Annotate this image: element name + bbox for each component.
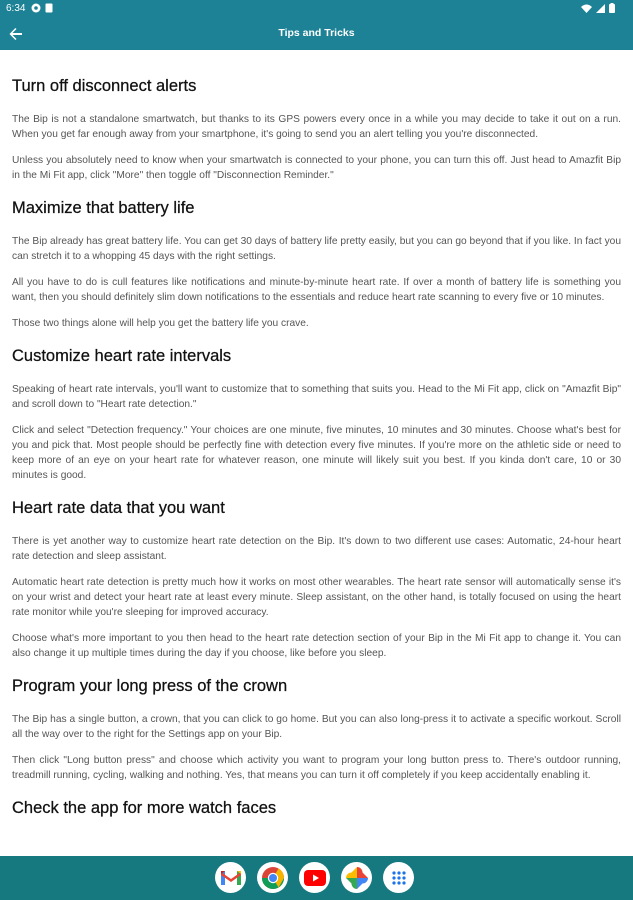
gmail-app[interactable] — [215, 862, 246, 893]
page-title: Tips and Tricks — [278, 27, 355, 39]
section-paragraph: Unless you absolutely need to know when your smartwatch is connected to your phone, you can turn this off. Just head to Amazfit Bip in the Mi Fit app, click "More" then toggle off "Disconnection Reminder." — [12, 155, 621, 181]
wifi-icon — [581, 4, 592, 13]
app-bar — [0, 17, 633, 50]
app-drawer[interactable] — [383, 862, 414, 893]
photos-app[interactable] — [341, 862, 372, 893]
youtube-app[interactable] — [299, 862, 330, 893]
photos-icon — [346, 867, 368, 889]
section-paragraph: Automatic heart rate detection is pretty much how it works on most other wearables. The heart rate sensor will automatically sense it's on your wrist and detect your heart rate at least every minute. Sleep assistant, on the other hand, is totally focused on using the heart rate monitor while you're sleeping for improved accuracy. — [12, 577, 621, 618]
gmail-icon — [221, 870, 241, 886]
section-paragraph: There is yet another way to customize heart rate detection on the Bip. It's down to two different use cases: Automatic, 24-hour heart rate detection and sleep assistant. — [12, 536, 621, 562]
section-heading: Check the app for more watch faces — [12, 799, 277, 817]
article-scroll-area[interactable] — [0, 50, 633, 856]
section-heading: Program your long press of the crown — [12, 677, 288, 695]
battery-icon — [609, 3, 615, 13]
article — [0, 50, 633, 819]
section-paragraph: Those two things alone will help you get the battery life you crave. — [12, 318, 309, 329]
section-heading: Turn off disconnect alerts — [12, 77, 197, 95]
app-drawer-icon — [392, 871, 406, 885]
app-dock — [215, 862, 414, 893]
chrome-app[interactable] — [257, 862, 288, 893]
section-heading: Customize heart rate intervals — [12, 347, 232, 365]
chrome-icon — [261, 866, 285, 890]
section-paragraph: The Bip is not a standalone smartwatch, but thanks to its GPS powers every once in a while you may decide to take it out on a run. When you get far enough away from your smartphone, it's going to send you an alert telling you you're disconnected. — [12, 114, 621, 140]
section-paragraph: Choose what's more important to you then head to the heart rate detection section of your Bip in the Mi Fit app to change it. You can also change it up multiple times during the day if you choose, like before you sleep. — [12, 633, 621, 659]
section-heading: Maximize that battery life — [12, 199, 195, 217]
notification-icon — [45, 3, 53, 13]
status-bar — [0, 0, 633, 17]
youtube-icon — [304, 870, 326, 886]
signal-circle-icon — [31, 3, 41, 13]
signal-icon — [596, 4, 605, 13]
status-time: 6:34 — [6, 3, 26, 14]
navigation-bar — [0, 856, 633, 900]
section-heading: Heart rate data that you want — [12, 499, 225, 517]
section-paragraph: Speaking of heart rate intervals, you'll want to customize that to something that suits you. Head to the Mi Fit app, click on "Amazfit Bip" and scroll down to "Heart rate detection." — [12, 384, 621, 410]
section-paragraph: Then click "Long button press" and choose which activity you want to program your long button press to. There's outdoor running, treadmill running, cycling, walking and nothing. Yes, that means you can turn it off completely if you keep accidentally enabling it. — [12, 755, 621, 781]
section-paragraph: The Bip already has great battery life. You can get 30 days of battery life pretty easily, but you can go beyond that if you like. In fact you can stretch it to a whopping 45 days with the right settings. — [12, 236, 621, 262]
section-paragraph: Click and select "Detection frequency." Your choices are one minute, five minutes, 10 minutes and 30 minutes. Choose what's best for you and pick that. Most people should be perfectly fine with detection every five minutes. If you're more on the athletic side or need to keep more of an eye on your heart rate for whatever reason, one minute will likely suit you best. If you kinda don't care, 10 or 30 minutes is good. — [12, 425, 621, 481]
section-paragraph: The Bip has a single button, a crown, that you can click to go home. But you can also long-press it to activate a specific workout. Scroll all the way over to the right for the Settings app on your Bip. — [12, 714, 621, 740]
section-paragraph: All you have to do is cull features like notifications and minute-by-minute heart rate. If over a month of battery life is something you want, then you should definitely slim down notifications to the essentials and reduce heart rate scanning to every five or 10 minutes. — [12, 277, 621, 303]
